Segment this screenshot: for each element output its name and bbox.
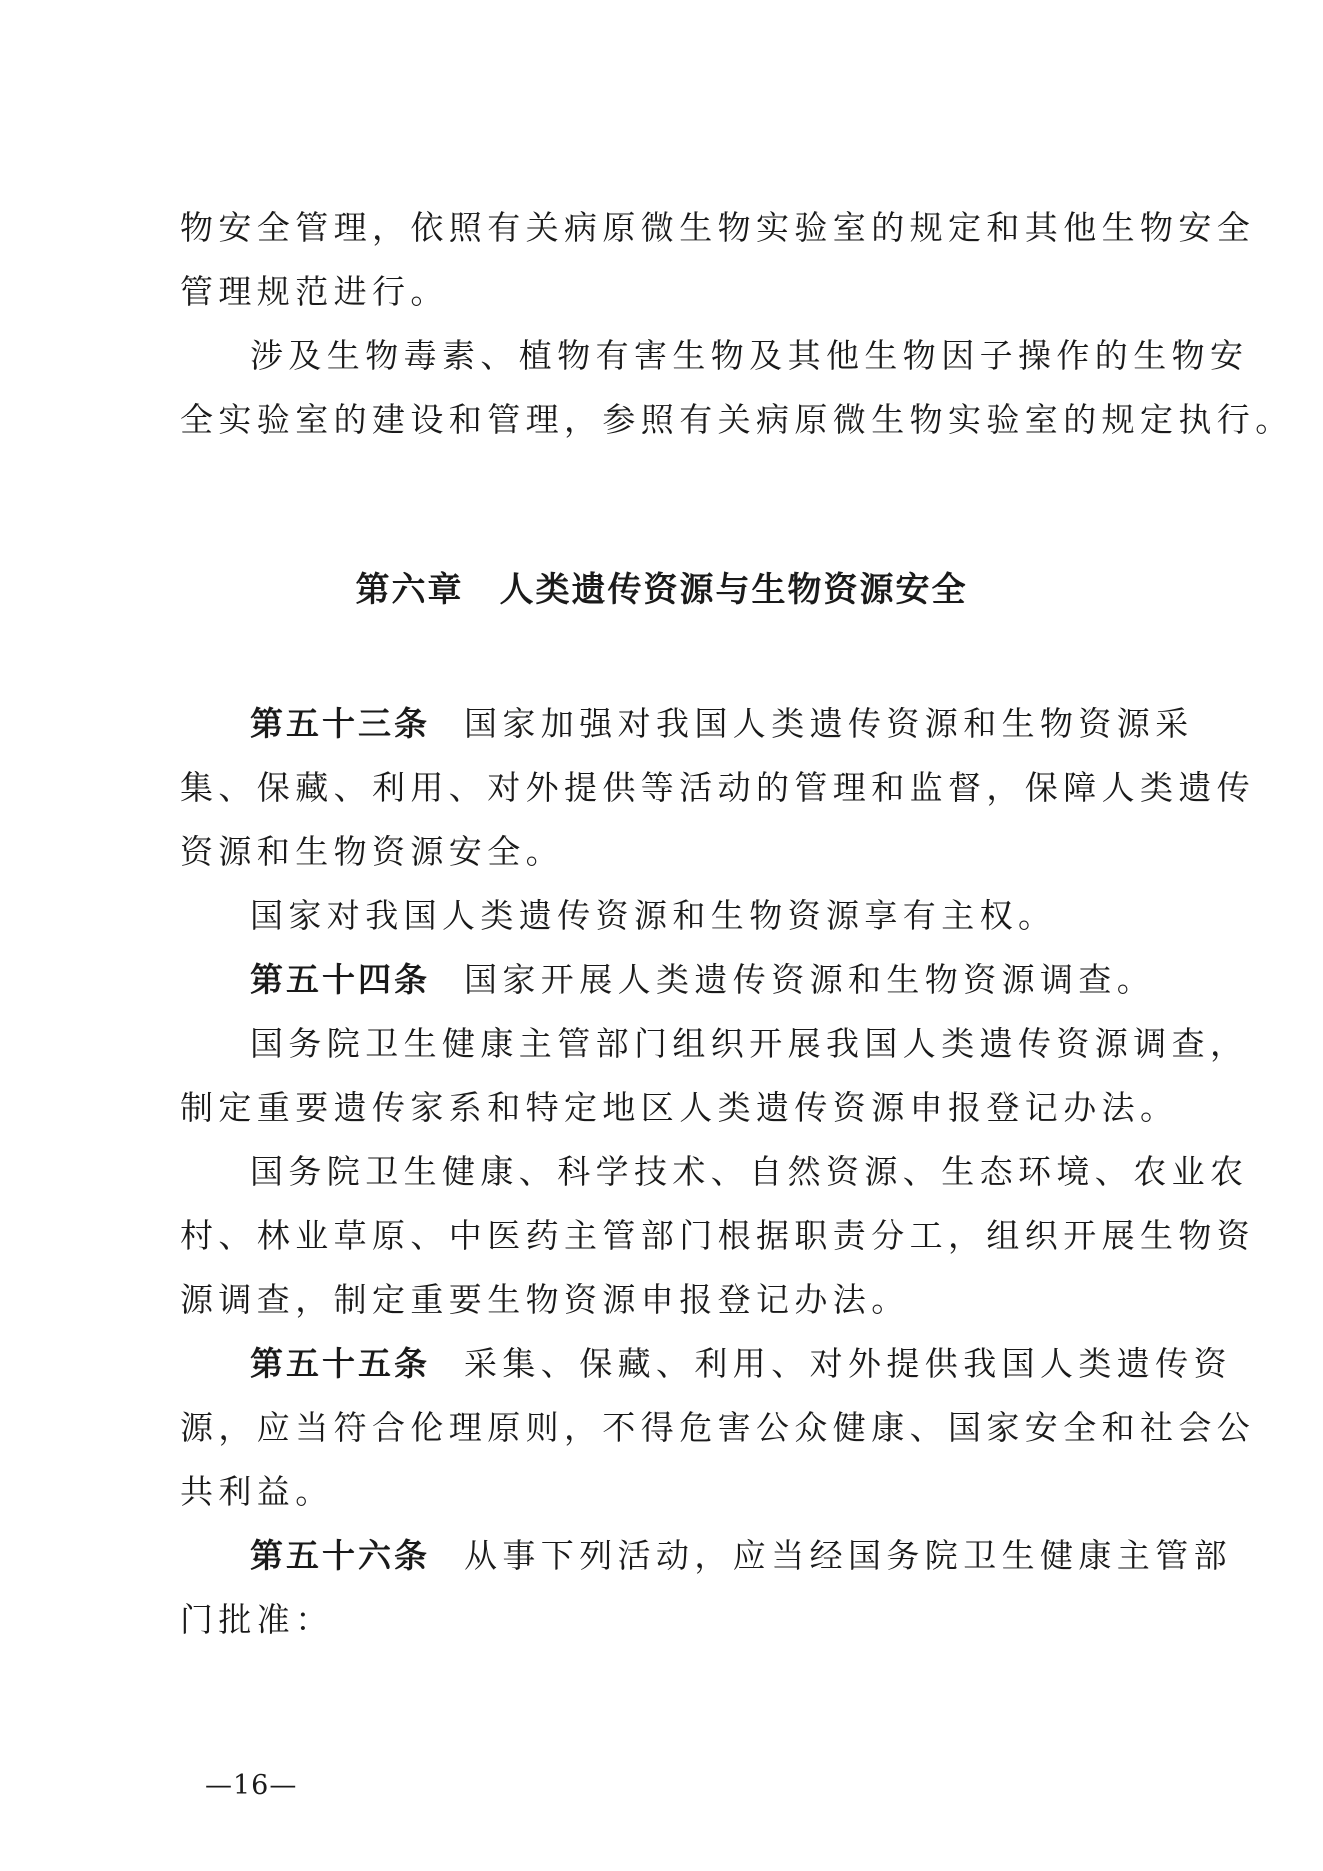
- continued-paragraphs: [180, 196, 1294, 452]
- article-56-first-line: [180, 1524, 1232, 1588]
- text-line: 集、保藏、利用、对外提供等活动的管理和监督，保障人类遗传: [180, 768, 1256, 807]
- article-text: 采集、保藏、利用、对外提供我国人类遗传资: [464, 1344, 1232, 1383]
- text-line: 门批准：: [180, 1600, 334, 1639]
- text-line: 源，应当符合伦理原则，不得危害公众健康、国家安全和社会公: [180, 1408, 1256, 1447]
- article-label: 第五十四条: [250, 960, 430, 999]
- text-line: 全实验室的建设和管理，参照有关病原微生物实验室的规定执行。: [180, 400, 1294, 439]
- article-label: 第五十五条: [250, 1344, 430, 1383]
- text-line: 涉及生物毒素、植物有害生物及其他生物因子操作的生物安: [250, 336, 1249, 375]
- text-line: 物安全管理，依照有关病原微生物实验室的规定和其他生物安全: [180, 208, 1256, 247]
- articles-section: [180, 692, 1256, 1652]
- text-line: 源调查，制定重要生物资源申报登记办法。: [180, 1280, 910, 1319]
- text-line: 国家对我国人类遗传资源和生物资源享有主权。: [250, 896, 1057, 935]
- text-line: 制定重要遗传家系和特定地区人类遗传资源申报登记办法。: [180, 1088, 1179, 1127]
- article-text: 国家开展人类遗传资源和生物资源调查。: [464, 960, 1156, 999]
- article-text: 从事下列活动，应当经国务院卫生健康主管部: [464, 1536, 1232, 1575]
- text-line: 村、林业草原、中医药主管部门根据职责分工，组织开展生物资: [180, 1216, 1256, 1255]
- article-label: 第五十六条: [250, 1536, 430, 1575]
- article-53-first-line: [180, 692, 1194, 756]
- article-label: 第五十三条: [250, 704, 430, 743]
- article-text: 国家加强对我国人类遗传资源和生物资源采: [464, 704, 1194, 743]
- page-number: —16—: [205, 1770, 298, 1801]
- chapter-heading: [0, 560, 1323, 620]
- text-line: 资源和生物资源安全。: [180, 832, 564, 871]
- text-line: 国务院卫生健康、科学技术、自然资源、生态环境、农业农: [250, 1152, 1249, 1191]
- chapter-number: 第六章: [355, 570, 464, 610]
- chapter-title: 人类遗传资源与生物资源安全: [499, 570, 968, 610]
- article-54-first-line: [180, 948, 1160, 1012]
- article-55-first-line: [180, 1332, 1232, 1396]
- text-line: 共利益。: [180, 1472, 334, 1511]
- text-line: 管理规范进行。: [180, 272, 449, 311]
- text-line: 国务院卫生健康主管部门组织开展我国人类遗传资源调查，: [250, 1024, 1249, 1063]
